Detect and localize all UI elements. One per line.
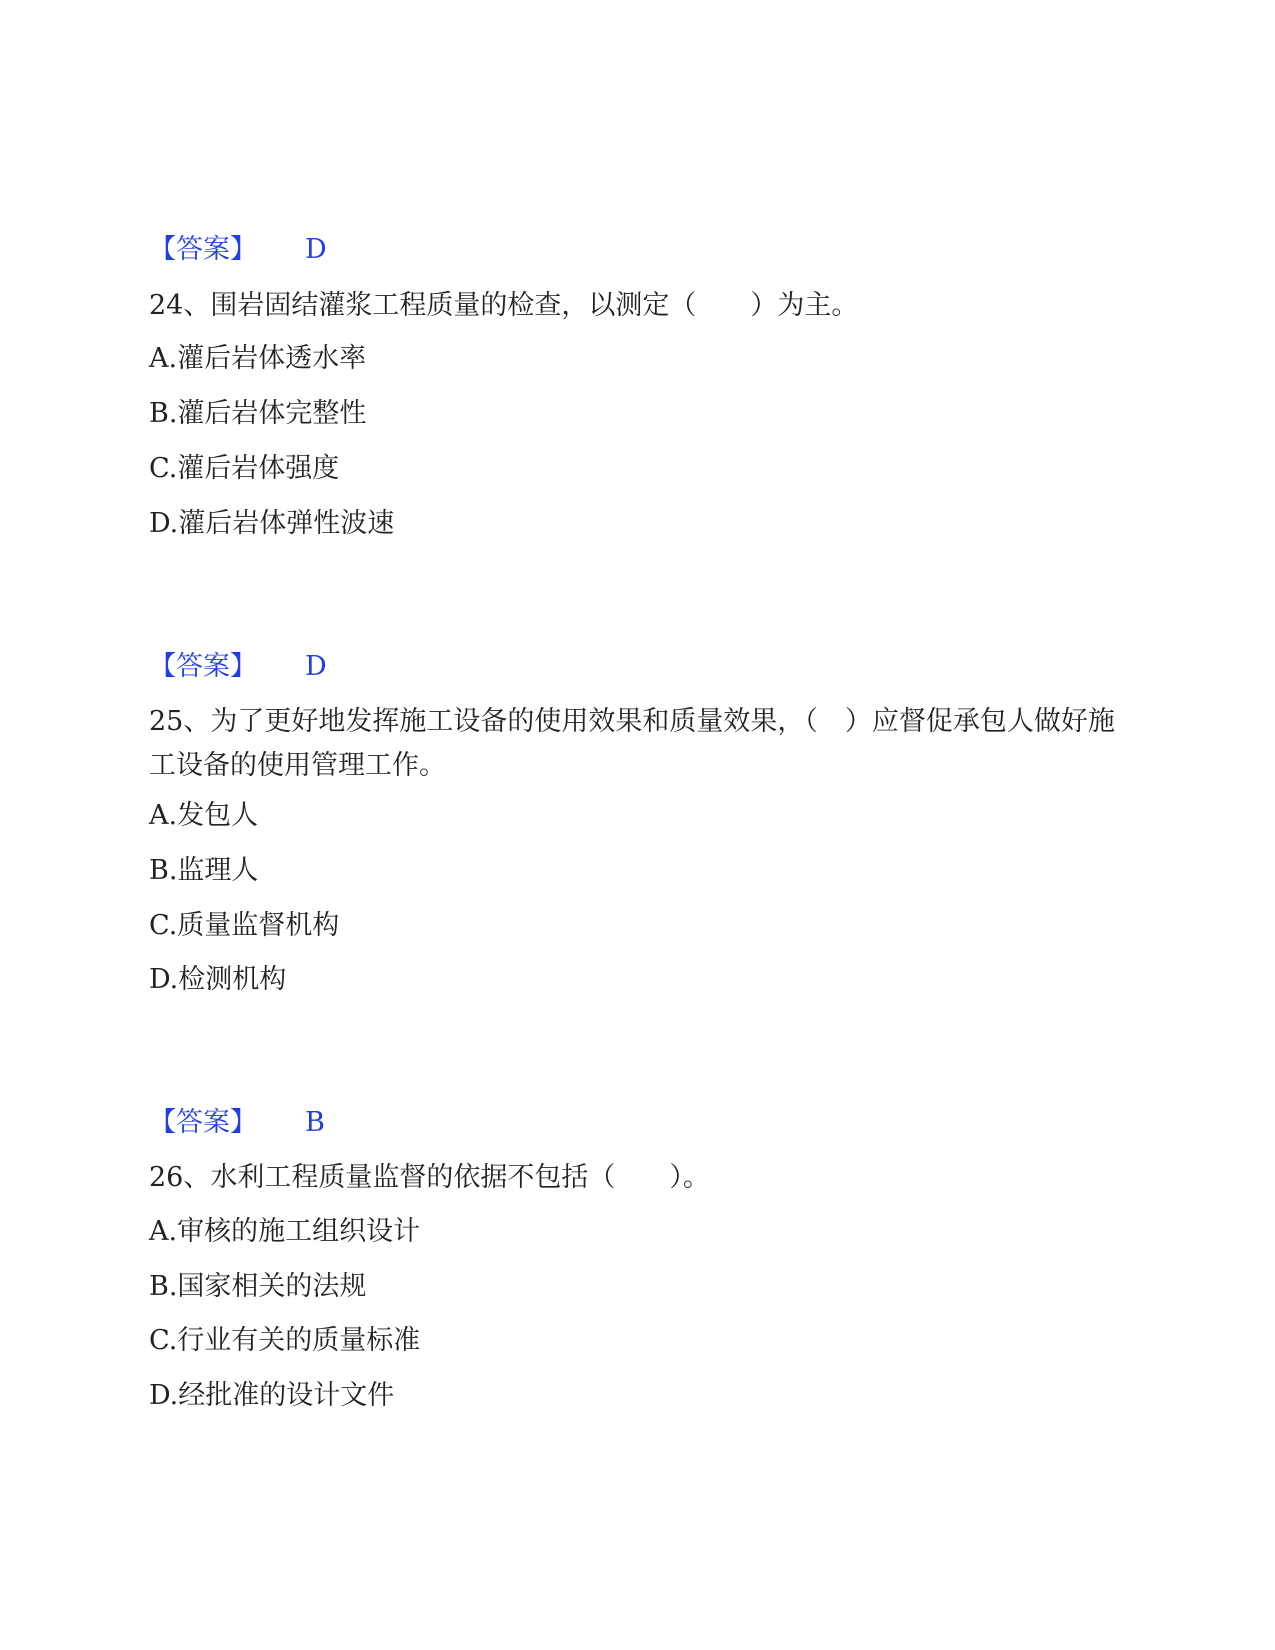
question-25-option-c: C.质量监督机构 [149, 910, 340, 941]
answer-row-23 [149, 232, 327, 268]
question-24-option-d: D.灌后岩体弹性波速 [149, 508, 395, 539]
answer-value: D [305, 234, 327, 265]
question-25-option-a: A.发包人 [149, 800, 259, 831]
question-26-option-a: A.审核的施工组织设计 [149, 1216, 421, 1247]
question-24-text: 24、围岩固结灌浆工程质量的检查，以测定（ ）为主。 [149, 290, 859, 321]
question-26-option-b: B.国家相关的法规 [149, 1271, 367, 1302]
answer-label: 【答案】 [149, 234, 257, 265]
question-24-option-a: A.灌后岩体透水率 [149, 343, 367, 374]
answer-row-24 [149, 649, 327, 685]
question-26-option-d: D.经批准的设计文件 [149, 1380, 395, 1411]
question-24-option-c: C.灌后岩体强度 [149, 453, 340, 484]
answer-label: 【答案】 [149, 1107, 257, 1138]
answer-label: 【答案】 [149, 651, 257, 682]
question-26-text: 26、水利工程质量监督的依据不包括（ ）。 [149, 1162, 710, 1193]
question-26-option-c: C.行业有关的质量标准 [149, 1325, 421, 1356]
answer-value: D [305, 651, 327, 682]
question-24-option-b: B.灌后岩体完整性 [149, 398, 367, 429]
question-25-option-d: D.检测机构 [149, 964, 287, 995]
question-25-option-b: B.监理人 [149, 855, 259, 886]
answer-value: B [305, 1107, 325, 1138]
answer-row-25 [149, 1105, 325, 1141]
question-25-text: 25、为了更好地发挥施工设备的使用效果和质量效果，（ ）应督促承包人做好施工设备的使用管理工作。 [149, 706, 1115, 781]
